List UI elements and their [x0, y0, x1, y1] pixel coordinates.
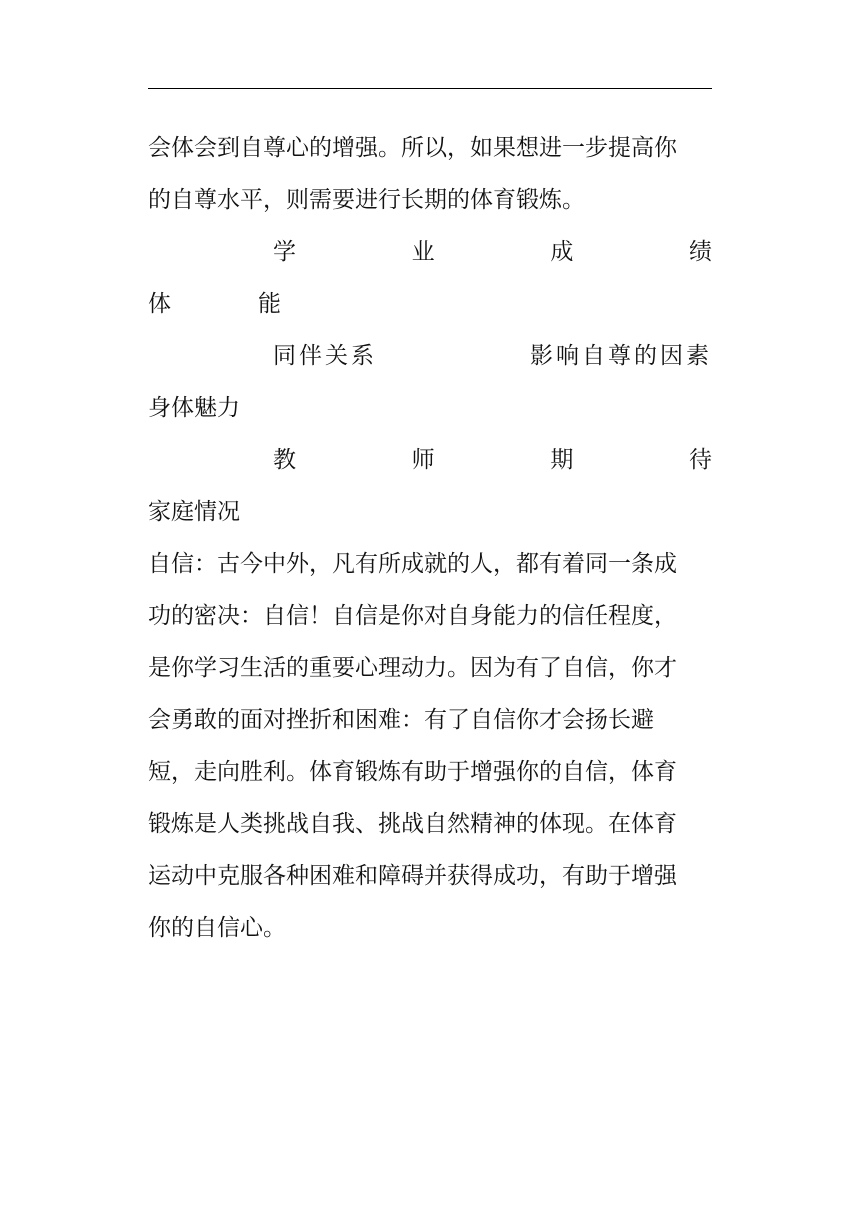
text-line: [148, 902, 712, 954]
intro-line-1: 会体会到自尊心的增强。所以，如果想进一步提高你: [148, 135, 677, 161]
intro-line-2: 的自尊水平，则需要进行长期的体育锻炼。: [148, 187, 585, 213]
factor-char: 学: [273, 239, 296, 265]
factor-char: 师: [411, 447, 435, 473]
factor-row-center: [148, 330, 712, 382]
confidence-line: 短，走向胜利。体育锻炼有助于增强你的自信，体育: [148, 759, 677, 785]
factor-char: 待: [688, 447, 712, 473]
factor-row-teacher: [148, 434, 712, 486]
text-line: [148, 590, 712, 642]
factor-char: 成: [550, 239, 574, 265]
confidence-line: 是你学习生活的重要心理动力。因为有了自信，你才: [148, 655, 677, 681]
text-line: [148, 746, 712, 798]
factor-row-academic: [148, 226, 712, 278]
text-line: [148, 850, 712, 902]
factor-char: 能: [258, 291, 281, 317]
factor-char: 业: [411, 239, 435, 265]
confidence-line: 运动中克服各种困难和障碍并获得成功，有助于增强: [148, 863, 677, 889]
factor-center-label: 影响自尊的因素: [530, 343, 712, 369]
text-line: [148, 694, 712, 746]
text-line: [148, 642, 712, 694]
factor-peer-relations: 同伴关系: [273, 343, 377, 369]
text-line: [148, 538, 712, 590]
factor-char: 期: [550, 447, 574, 473]
factor-row-family: [148, 486, 712, 538]
factor-char: 绩: [688, 239, 712, 265]
confidence-line: 锻炼是人类挑战自我、挑战自然精神的体现。在体育: [148, 811, 677, 837]
factor-char: 教: [273, 447, 296, 473]
factor-body-appeal: 身体魅力: [148, 395, 240, 421]
factor-char: 体: [148, 291, 171, 317]
document-body: [148, 122, 712, 954]
header-rule: [148, 88, 712, 89]
confidence-line: 自信：古今中外，凡有所成就的人，都有着同一条成: [148, 551, 677, 577]
confidence-line: 功的密决：自信！自信是你对自身能力的信任程度，: [148, 603, 677, 629]
text-line: [148, 798, 712, 850]
factor-row-physical: [148, 278, 712, 330]
text-line: [148, 174, 712, 226]
factor-family: 家庭情况: [148, 499, 240, 525]
factor-row-appearance: [148, 382, 712, 434]
text-line: [148, 122, 712, 174]
confidence-line: 会勇敢的面对挫折和困难：有了自信你才会扬长避: [148, 707, 654, 733]
confidence-line: 你的自信心。: [148, 915, 286, 941]
